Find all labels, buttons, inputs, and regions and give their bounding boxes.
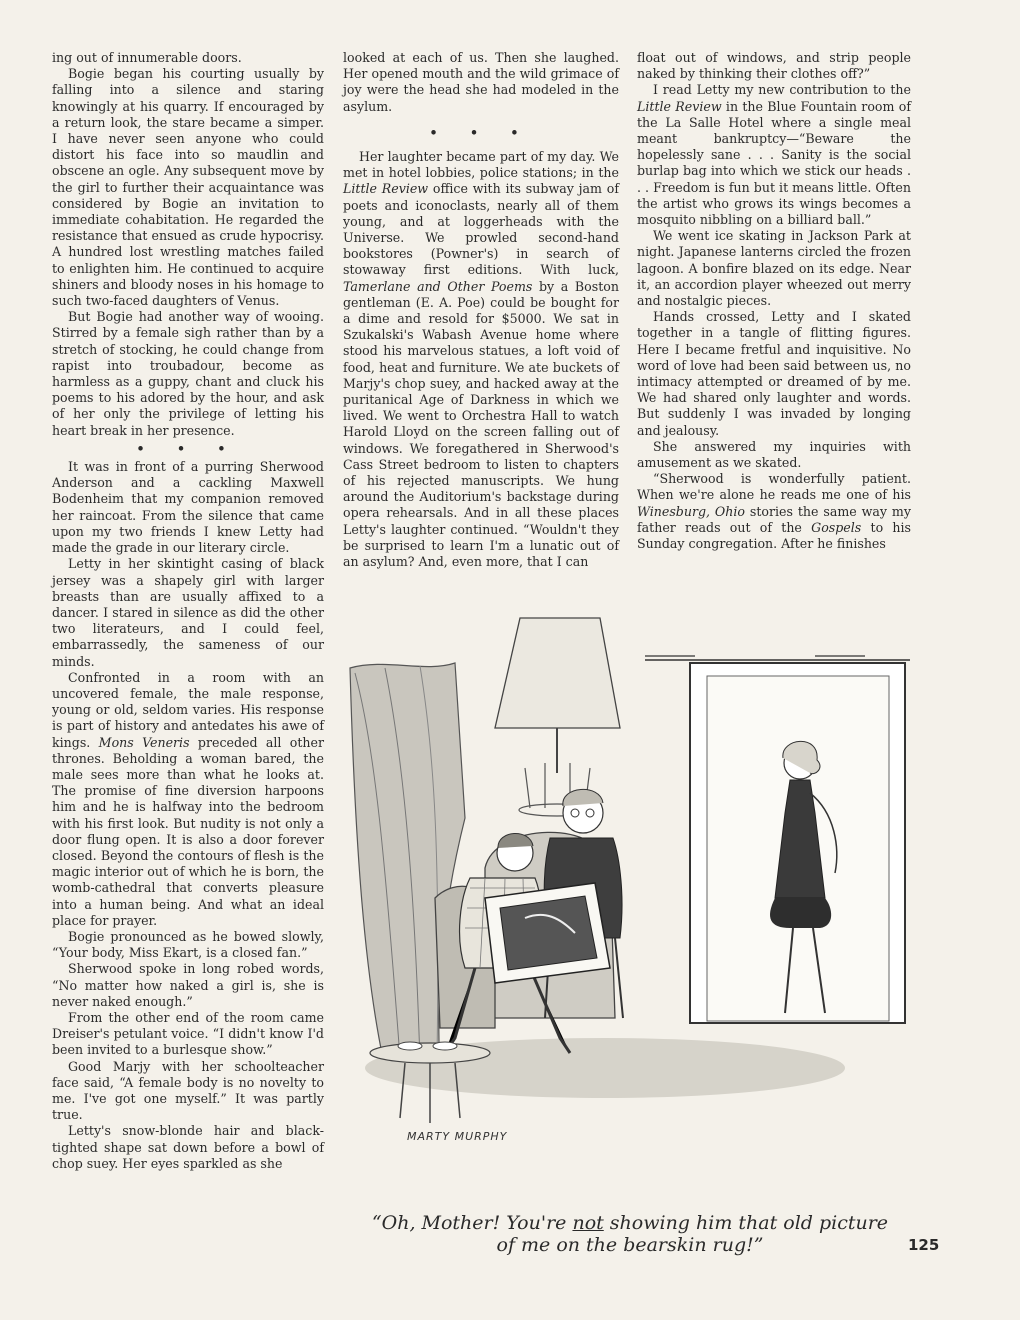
text-column-1 [52,50,324,1172]
paragraph: Letty in her skintight casing of black jersey was a shapely girl with larger breasts than are usually affixed to a dancer. I stared in silence as did the other two literateurs, and I could feel, embarrassedly, the sameness of our minds. [52,556,324,669]
paragraph: looked at each of us. Then she laughed. Her opened mouth and the wild grimace of joy were the head she had modeled in the asylum. [343,50,619,114]
paragraph [52,670,324,929]
paragraph: She answered my inquiries with amusement as we skated. [637,438,911,471]
paragraph: float out of windows, and strip people naked by thinking their clothes off?” [637,50,911,82]
paragraph: We went ice skating in Jackson Park at night. Japanese lanterns circled the frozen lagoon. A bonfire blazed on its edge. Near it, an accordion player wheezed out merry and nostalgic pieces. [637,228,911,309]
text-run: I read Letty my new contribution to the [653,82,911,98]
text-run: stories the same way my father reads out of the [637,503,911,535]
section-break: • • • [136,440,240,456]
paragraph: From the other end of the room came Dreiser's petulant voice. “I didn't know I'd been invited to a burlesque show.” [52,1009,324,1058]
paragraph: Bogie pronounced as he bowed slowly, “Your body, Miss Ekart, is a closed fan.” [52,928,324,961]
caption-text: showing him that old picture of me on the bearskin rug!” [496,1212,889,1256]
text-run: by a Boston gentleman (E. A. Poe) could be bought for a dime and resold for $5000. We sat in Szukalski's Wabash Avenue home where stood his marvelous statues, a loft void of food, heat and furniture. We ate buckets of Marjy's chop suey, and hacked away at the puritanical Age of Darkness in which we lived. We went to Orchestra Hall to watch Harold Lloyd on the screen falling out of windows. We foregathered in Sherwood's Cass Street bedroom to listen to chapters of his rejected manuscripts. We hung around the Auditorium's backstage during opera rehearsals. And in all these places Letty's laughter continued. “Wouldn't they be surprised to learn I'm a lunatic out of an asylum? And, even more, that I can [343,278,619,570]
paragraph: ing out of innumerable doors. [52,50,242,65]
paragraph: Hands crossed, Letty and I skated together in a tangle of flitting figures. Here I became fretful and inquisitive. No word of love had been said between us, no intimacy attempted or dreamed of by me. We had shared only laughter and words. But suddenly I was invaded by longing and jealousy. [637,309,911,438]
cartoon-illustration [345,598,915,1196]
artist-signature: MARTY MURPHY [407,1130,508,1143]
text-column-2 [343,50,619,570]
italic-term: Mons Veneris [98,734,190,750]
italic-title: Gospels [811,519,862,535]
italic-title: Winesburg, Ohio [637,503,745,519]
paragraph [637,82,911,228]
paragraph: Letty's snow-blonde hair and black-tighted shape sat down before a bowl of chop suey. Her eyes sparkled as she [52,1123,324,1171]
italic-title: Little Review [637,98,722,114]
cartoon-drawing [345,598,915,1196]
paragraph: It was in front of a purring Sherwood Anderson and a cackling Maxwell Bodenheim that my companion removed her raincoat. From the silence that came upon my two friends I knew Letty had made the grade in our literary circle. [52,459,324,556]
text-run: Her laughter became part of my day. We met in hotel lobbies, police stations; in the [343,149,619,181]
caption-emphasis: not [572,1212,604,1234]
text-run: in the Blue Fountain room of the La Salle Hotel where a single meal meant bankruptcy—“Beware the hopelessly sane . . . Sanity is the social burlap bag into which we stick our heads . . . Freedom is fun but it means little. Often the artist who grows its wings becomes a mosquito nibbling on a billiard ball.” [637,98,911,228]
italic-title: Tamerlane and Other Poems [343,278,533,294]
text-run: preceded all other thrones. Beholding a woman bared, the male sees more than what he looks at. The promise of fine diversion harpoons him and he is halfway into the bedroom with his first look. But nudity is not only a door flung open. It is also a door forever closed. Beyond the contours of flesh is the magic interior out of which he is born, the womb-cathedral that converts pleasure into a human being. And what an ideal place for prayer. [52,734,325,928]
text-run: office with its subway jam of poets and iconoclasts, nearly all of them young, and at loggerheads with the Universe. We prowled second-hand bookstores (Powner's) in search of stowaway first editions. With luck, [343,181,619,278]
text-run: to his Sunday congregation. After he finishes [637,519,911,552]
text-run: “Sherwood is wonderfully patient. When we're alone he reads me one of his [637,471,911,503]
paragraph [343,149,619,570]
caption-text: “Oh, Mother! You're [371,1212,573,1234]
paragraph: Good Marjy with her schoolteacher face said, “A female body is no novelty to me. I've got one myself.” It was partly true. [52,1058,324,1123]
cartoon-caption [370,1212,890,1256]
page-number: 125 [908,1236,940,1254]
paragraph: But Bogie had another way of wooing. Stirred by a female sigh rather than by a stretch of stocking, he could change from rapist into troubadour, become as harmless as a guppy, chant and cluck his poems to his adored by the hour, and ask of her only the privilege of letting his heart break in her presence. [52,309,324,438]
text-run: Confronted in a room with an uncovered female, the male response, young or old, seldom varies. His response is part of history and antedates his awe of kings. [52,669,324,750]
paragraph: Bogie began his courting usually by falling into a silence and staring knowingly at his quarry. If encouraged by a return look, the stare became a simper. I have never seen anyone who could distort his face into so maudlin and obscene an ogle. Any subsequent move by the girl to further their acquaintance was considered by Bogie an invitation to immediate cohabitation. He regarded the resistance that ensued as crude hypocrisy. A hundred lost wrestling matches failed to enlighten him. He continued to acquire shiners and bloody noses in his homage to such two-faced daughters of Venus. [52,66,324,309]
italic-title: Little Review [343,181,429,197]
section-break: • • • [429,124,533,140]
text-column-3 [637,50,911,552]
paragraph: Sherwood spoke in long robed words, “No matter how naked a girl is, she is never naked enough.” [52,961,324,1009]
paragraph [637,471,911,552]
